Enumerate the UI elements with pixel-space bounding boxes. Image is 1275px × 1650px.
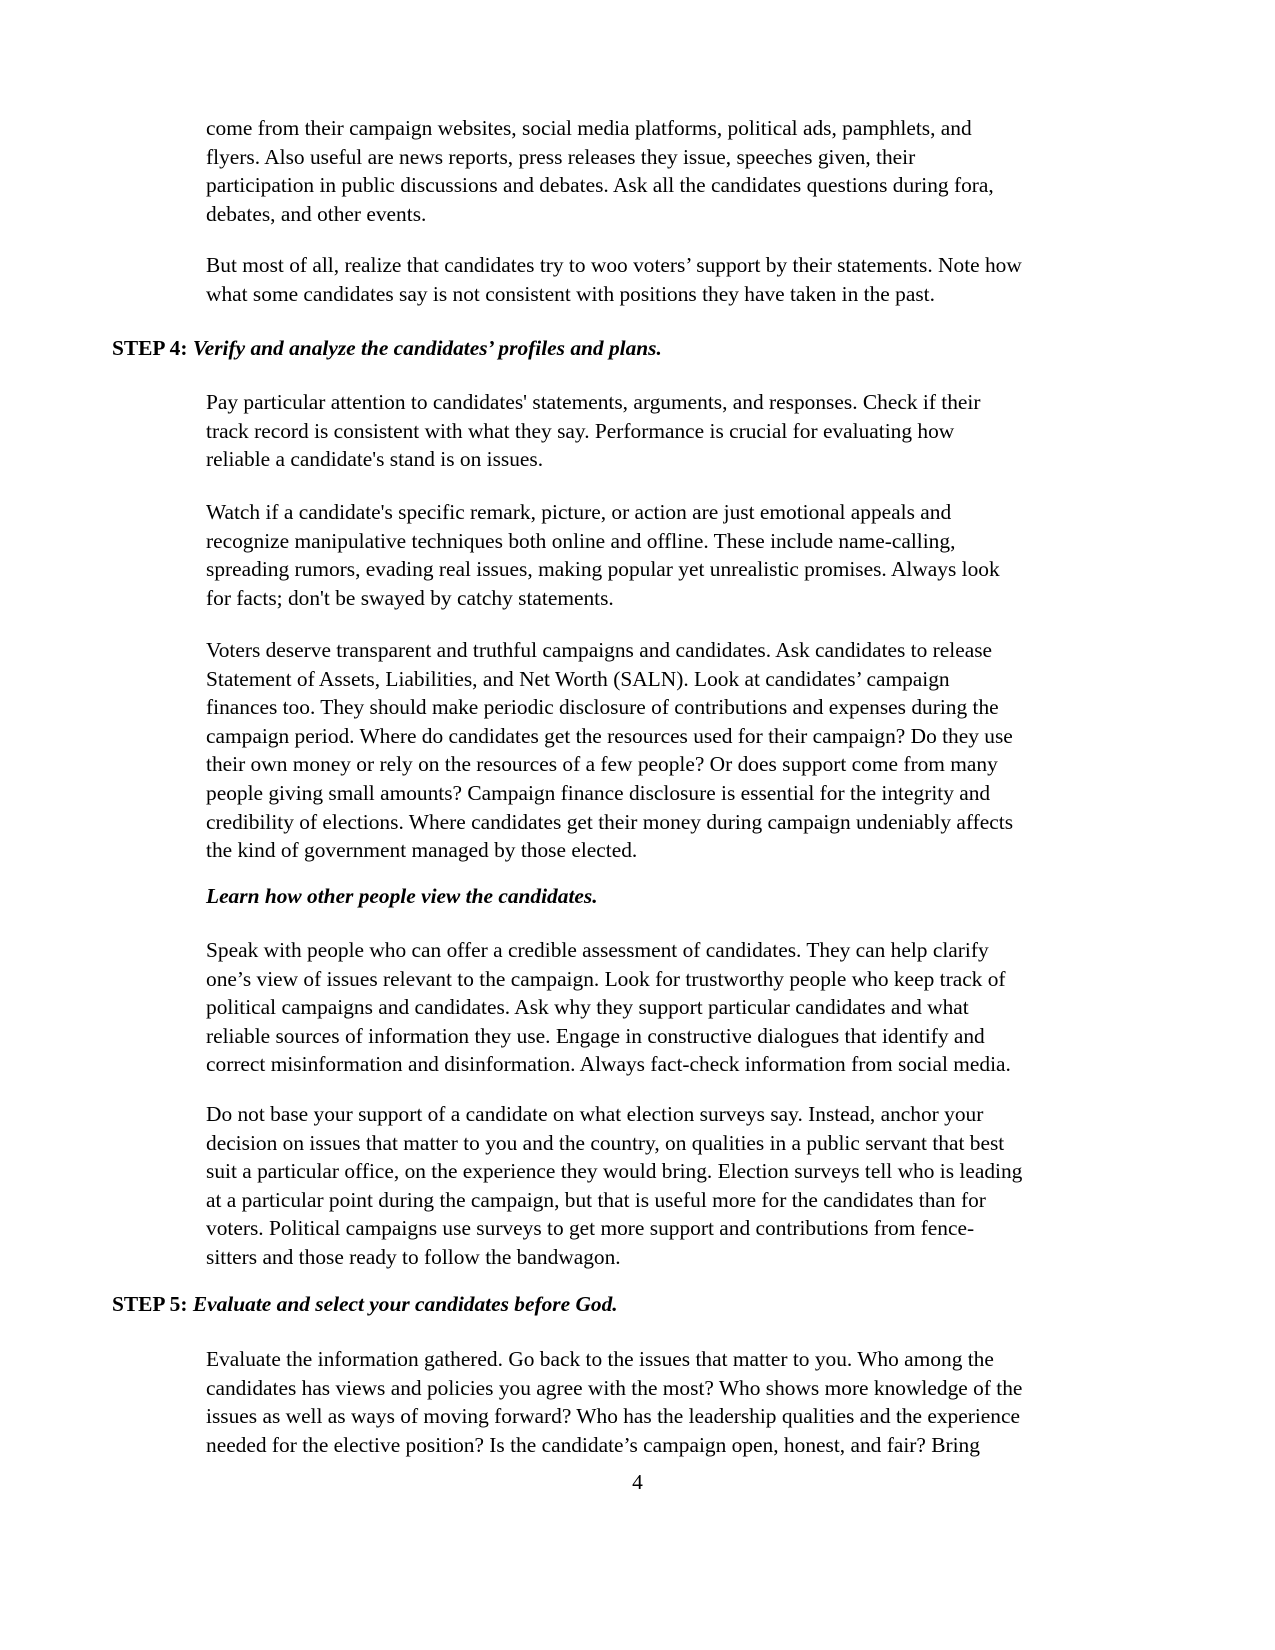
text-line: participation in public discussions and debates. Ask all the candidates questions during fora, bbox=[206, 173, 994, 198]
text-line: Speak with people who can offer a credible assessment of candidates. They can help clarify bbox=[206, 938, 989, 962]
step-5-title: Evaluate and select your candidates before God. bbox=[192, 1292, 618, 1316]
paragraph-election-surveys bbox=[206, 1100, 1166, 1272]
text-line: Evaluate the information gathered. Go back to the issues that matter to you. Who among the bbox=[206, 1347, 994, 1371]
step-5-label: STEP 5: bbox=[112, 1292, 188, 1316]
text-line: voters. Political campaigns use surveys to get more support and contributions from fence- bbox=[206, 1216, 975, 1241]
paragraph-credible-assessment bbox=[206, 936, 1166, 1079]
text-line: candidates has views and policies you agree with the most? Who shows more knowledge of the bbox=[206, 1375, 1023, 1400]
text-line: come from their campaign websites, social media platforms, political ads, pamphlets, and bbox=[206, 116, 972, 140]
text-line: campaign period. Where do candidates get the resources used for their campaign? Do they use bbox=[206, 723, 1013, 748]
page-number: 4 bbox=[632, 1470, 643, 1494]
text-line: needed for the elective position? Is the candidate’s campaign open, honest, and fair? Bring bbox=[206, 1432, 980, 1457]
step-5-heading bbox=[112, 1290, 618, 1319]
text-line: recognize manipulative techniques both online and offline. These include name-calling, bbox=[206, 528, 956, 553]
text-line: spreading rumors, evading real issues, making popular yet unrealistic promises. Always look bbox=[206, 557, 1000, 582]
text-line: debates, and other events. bbox=[206, 201, 427, 226]
text-line: Watch if a candidate's specific remark, picture, or action are just emotional appeals and bbox=[206, 500, 952, 524]
text-line: track record is consistent with what they say. Performance is crucial for evaluating how bbox=[206, 418, 955, 443]
text-line: suit a particular office, on the experience they would bring. Election surveys tell who is leading bbox=[206, 1159, 1023, 1184]
text-line: people giving small amounts? Campaign finance disclosure is essential for the integrity and bbox=[206, 780, 991, 805]
text-line: sitters and those ready to follow the bandwagon. bbox=[206, 1244, 621, 1269]
text-line: reliable a candidate's stand is on issues. bbox=[206, 447, 544, 472]
paragraph-woo-voters bbox=[206, 251, 1166, 308]
text-line: one’s view of issues relevant to the campaign. Look for trustworthy people who keep track of bbox=[206, 966, 1006, 991]
text-line: Pay particular attention to candidates' statements, arguments, and responses. Check if their bbox=[206, 390, 981, 414]
step-4-heading bbox=[112, 334, 662, 363]
step-4-label: STEP 4: bbox=[112, 336, 188, 360]
text-line: decision on issues that matter to you and the country, on qualities in a public servant that best bbox=[206, 1130, 1005, 1155]
text-line: issues as well as ways of moving forward? Who has the leadership qualities and the experience bbox=[206, 1404, 1020, 1429]
text-line: correct misinformation and disinformation. Always fact-check information from social media. bbox=[206, 1052, 1011, 1077]
text-line: reliable sources of information they use. Engage in constructive dialogues that identify and bbox=[206, 1023, 985, 1048]
paragraph-evaluate-information bbox=[206, 1345, 1166, 1459]
text-line: finances too. They should make periodic disclosure of contributions and expenses during the bbox=[206, 695, 999, 720]
text-line: But most of all, realize that candidates try to woo voters’ support by their statements. Note how bbox=[206, 253, 1022, 277]
paragraph-information-sources bbox=[206, 114, 1166, 228]
text-line: Do not base your support of a candidate on what election surveys say. Instead, anchor your bbox=[206, 1102, 984, 1126]
text-line: for facts; don't be swayed by catchy statements. bbox=[206, 585, 614, 610]
paragraph-manipulative-techniques bbox=[206, 498, 1166, 612]
paragraph-track-record bbox=[206, 388, 1166, 474]
text-line: flyers. Also useful are news reports, press releases they issue, speeches given, their bbox=[206, 144, 916, 169]
text-line: their own money or rely on the resources of a few people? Or does support come from many bbox=[206, 752, 998, 777]
text-line: the kind of government managed by those elected. bbox=[206, 838, 638, 863]
text-line: Statement of Assets, Liabilities, and Net Worth (SALN). Look at candidates’ campaign bbox=[206, 666, 950, 691]
subheading-other-people: Learn how other people view the candidates. bbox=[206, 884, 598, 908]
text-line: Voters deserve transparent and truthful campaigns and candidates. Ask candidates to release bbox=[206, 638, 993, 662]
text-line: credibility of elections. Where candidates get their money during campaign undeniably affects bbox=[206, 809, 1014, 834]
text-line: political campaigns and candidates. Ask why they support particular candidates and what bbox=[206, 995, 969, 1020]
step-4-title: Verify and analyze the candidates’ profiles and plans. bbox=[192, 336, 662, 360]
text-line: at a particular point during the campaign, but that is useful more for the candidates than for bbox=[206, 1187, 986, 1212]
paragraph-campaign-finance bbox=[206, 636, 1166, 865]
text-line: what some candidates say is not consistent with positions they have taken in the past. bbox=[206, 281, 935, 306]
